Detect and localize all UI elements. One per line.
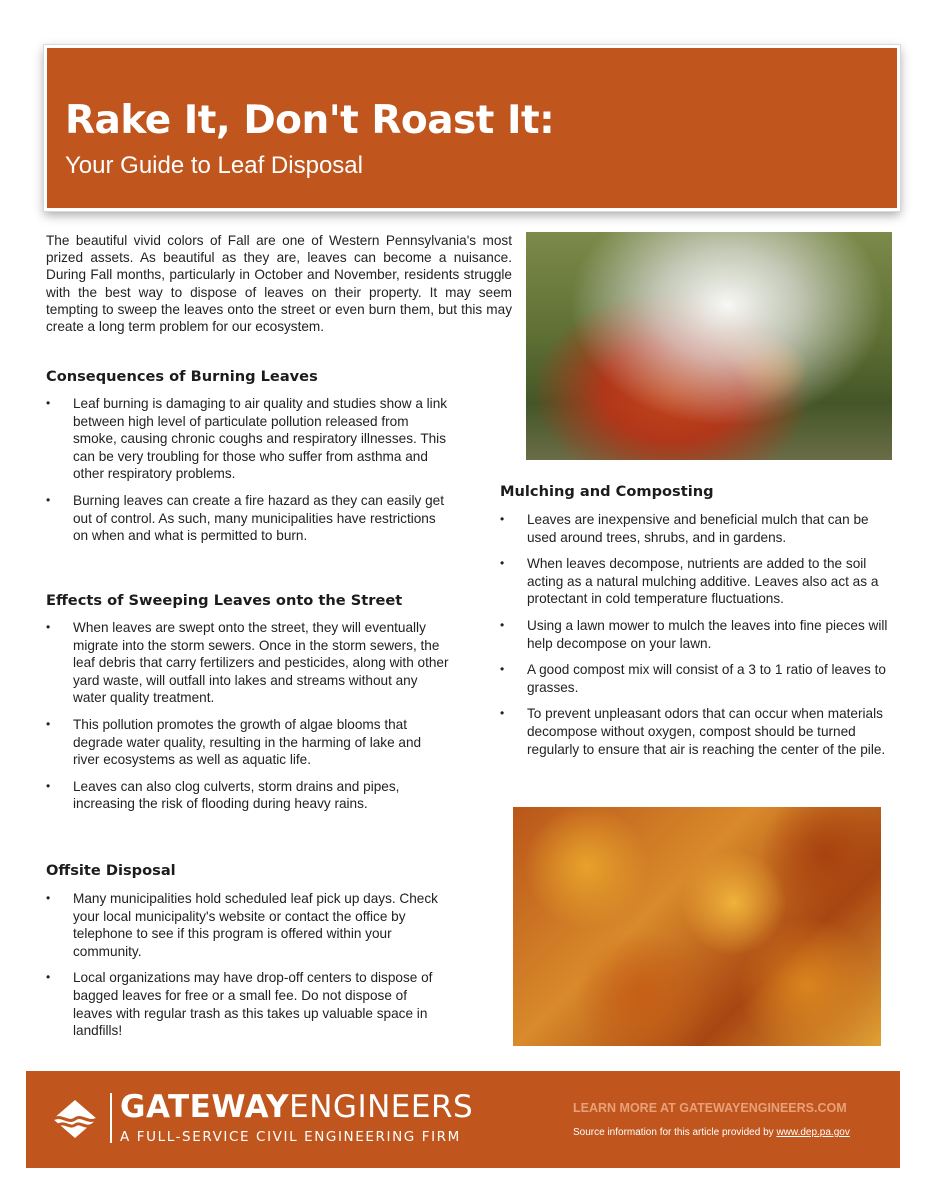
list-item: • To prevent unpleasant odors that can occur when materials decompose without oxygen, compost should be turned regularly to ensure that air is reaching the center of the pile. [500,705,892,758]
sweeping-heading: Effects of Sweeping Leaves onto the Street [46,592,403,609]
offsite-heading: Offsite Disposal [46,862,176,879]
logo-divider [110,1093,112,1143]
list-item: • A good compost mix will consist of a 3 to 1 ratio of leaves to grasses. [500,661,892,696]
brand-name-bold: GATEWAY [120,1089,290,1125]
burning-list [46,395,450,554]
source-link[interactable]: www.dep.pa.gov [776,1127,850,1138]
list-item: • Burning leaves can create a fire hazard as they can easily get out of control. As such, many municipalities have restrictions on when and what is permitted to burn. [46,492,450,545]
burning-heading: Consequences of Burning Leaves [46,368,318,385]
list-item: • When leaves are swept onto the street, they will eventually migrate into the storm sewers. Once in the storm sewers, the leaf debris that carry fertilizers and pesticides, along with other yard waste, will outfall into lakes and streams without any water quality treatment. [46,619,450,707]
intro-paragraph: The beautiful vivid colors of Fall are one of Western Pennsylvania's most prized assets. As beautiful as they are, leaves can become a nuisance. During Fall months, particularly in October and November, residents struggle with the best way to dispose of leaves on their property. It may seem tempting to sweep the leaves onto the street or even burn them, but this may create a long term problem for our ecosystem. [46,233,512,335]
source-prefix: Source information for this article provided by [573,1127,777,1138]
gateway-logo-icon [50,1094,100,1144]
page-title: Rake It, Don't Roast It: [65,98,555,143]
list-item: • Leaves can also clog culverts, storm drains and pipes, increasing the risk of flooding during heavy rains. [46,778,450,813]
source-note [573,1127,850,1138]
autumn-leaves-photo [513,807,881,1046]
sweeping-list [46,619,450,822]
mulching-heading: Mulching and Composting [500,483,714,500]
brand-name-light: ENGINEERS [289,1089,474,1125]
offsite-list [46,890,450,1049]
list-item: • Using a lawn mower to mulch the leaves into fine pieces will help decompose on your lawn. [500,617,892,652]
page-subtitle: Your Guide to Leaf Disposal [65,152,363,179]
footer-bar [26,1071,900,1168]
burning-leaves-photo [526,232,892,460]
mulching-list [500,511,892,767]
brand-tagline: A FULL-SERVICE CIVIL ENGINEERING FIRM [120,1129,461,1145]
list-item: • Local organizations may have drop-off centers to dispose of bagged leaves for free or a small fee. Do not dispose of leaves with regular trash as this takes up valuable space in landfills! [46,969,450,1039]
list-item: • Leaf burning is damaging to air quality and studies show a link between high level of particulate pollution released from smoke, causing chronic coughs and respiratory illnesses. This can be very troubling for those who suffer from asthma and other respiratory problems. [46,395,450,483]
list-item: • Many municipalities hold scheduled leaf pick up days. Check your local municipality's website or contact the office by telephone to see if this program is offered within your community. [46,890,450,960]
list-item: • Leaves are inexpensive and beneficial mulch that can be used around trees, shrubs, and in gardens. [500,511,892,546]
brand-name [120,1089,473,1125]
list-item: • This pollution promotes the growth of algae blooms that degrade water quality, resulting in the harming of lake and river ecosystems as well as aquatic life. [46,716,450,769]
title-banner [44,45,900,211]
learn-more-text: LEARN MORE AT GATEWAYENGINEERS.COM [573,1101,847,1115]
list-item: • When leaves decompose, nutrients are added to the soil acting as a natural mulching additive. Leaves also act as a protectant in cold temperature fluctuations. [500,555,892,608]
